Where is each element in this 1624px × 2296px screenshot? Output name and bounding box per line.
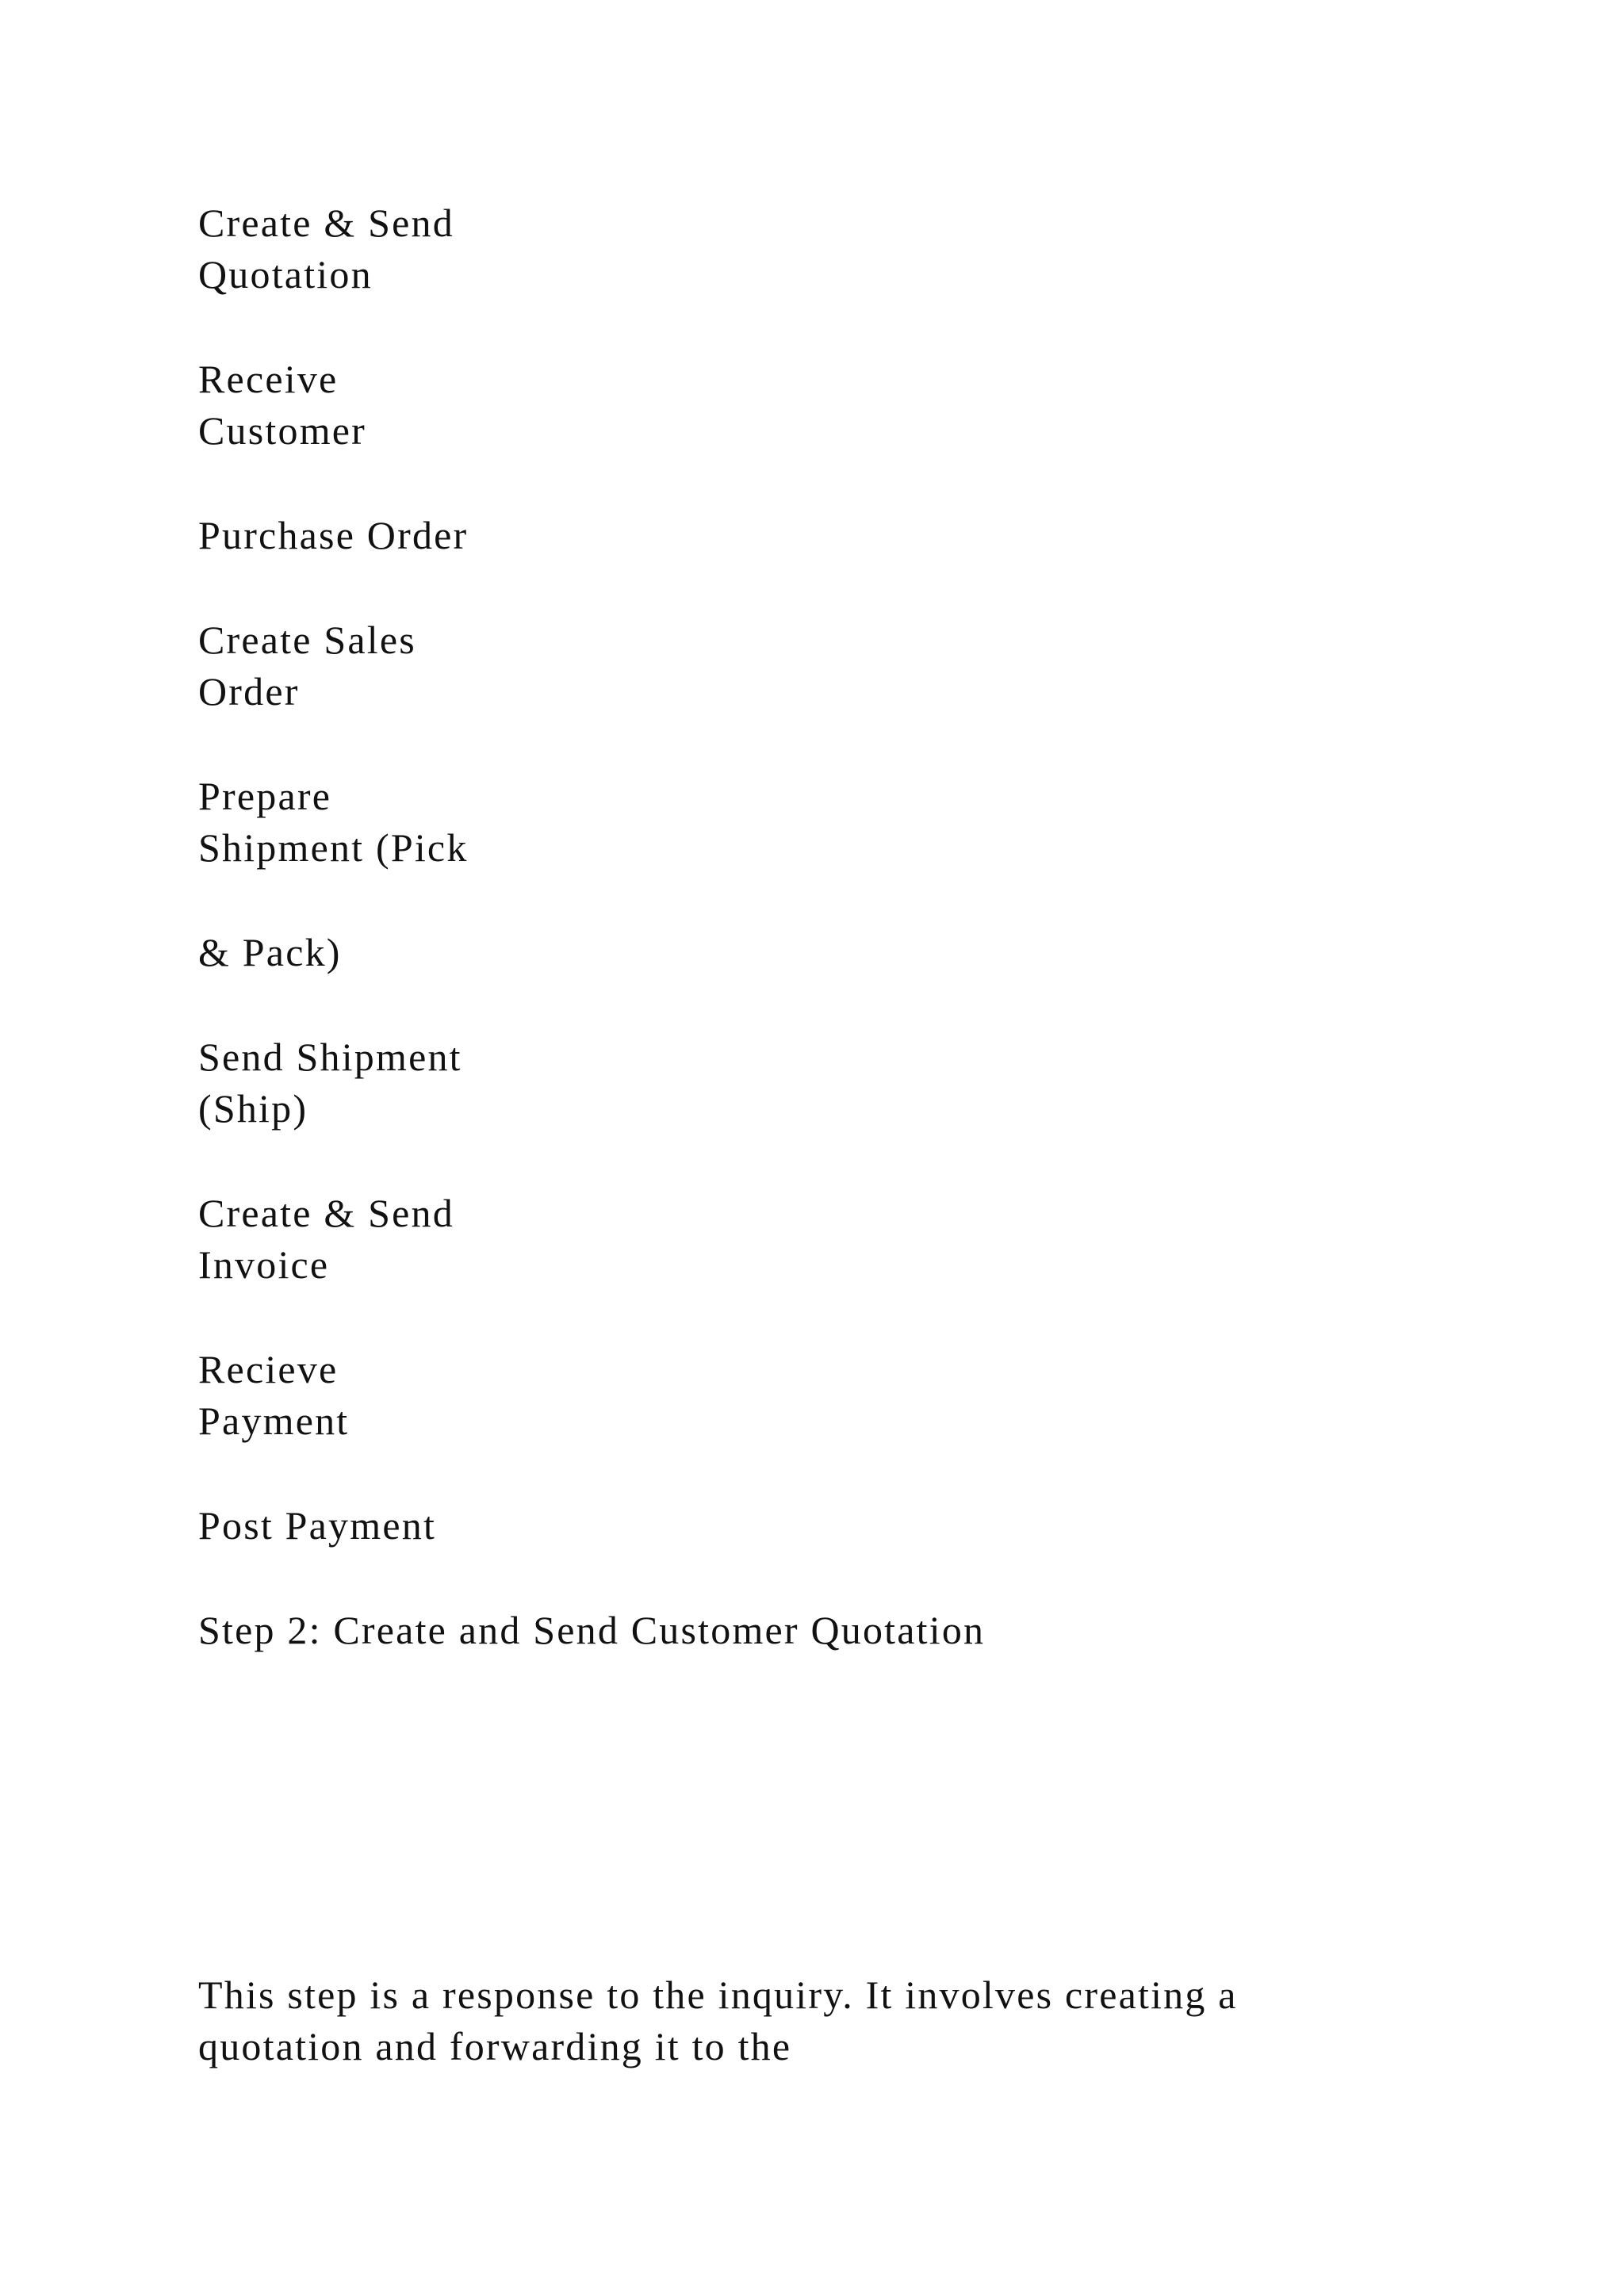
flow-step-send-shipment-line-1: Send Shipment	[198, 1035, 462, 1079]
paragraph-line-1: This step is a response to the inquiry. It involves creating a	[198, 1973, 1238, 2017]
flow-step-create-send-invoice-line-2: Invoice	[198, 1242, 330, 1287]
flow-step-create-send-quotation-line-2: Quotation	[198, 252, 373, 297]
flow-step-receive-customer-line-2: Customer	[198, 408, 367, 453]
flow-step-prepare-shipment-line-1: Prepare	[198, 774, 332, 818]
flow-step-pick-pack: & Pack)	[198, 930, 342, 974]
paragraph-line-2: quotation and forwarding it to the	[198, 2024, 792, 2068]
flow-step-receive-payment-line-2: Payment	[198, 1399, 350, 1443]
flow-step-create-sales-order-line-2: Order	[198, 669, 300, 714]
flow-step-purchase-order: Purchase Order	[198, 513, 469, 557]
flow-step-prepare-shipment-line-2: Shipment (Pick	[198, 825, 469, 870]
step-heading: Step 2: Create and Send Customer Quotation	[198, 1608, 986, 1652]
flow-step-post-payment: Post Payment	[198, 1503, 437, 1548]
flow-step-send-shipment-line-2: (Ship)	[198, 1086, 308, 1131]
flow-step-create-send-invoice-line-1: Create & Send	[198, 1191, 454, 1235]
flow-step-receive-payment-line-1: Recieve	[198, 1347, 339, 1391]
flow-step-create-send-quotation-line-1: Create & Send	[198, 201, 454, 245]
flow-step-receive-customer-line-1: Receive	[198, 357, 339, 401]
flow-step-create-sales-order-line-1: Create Sales	[198, 618, 416, 662]
